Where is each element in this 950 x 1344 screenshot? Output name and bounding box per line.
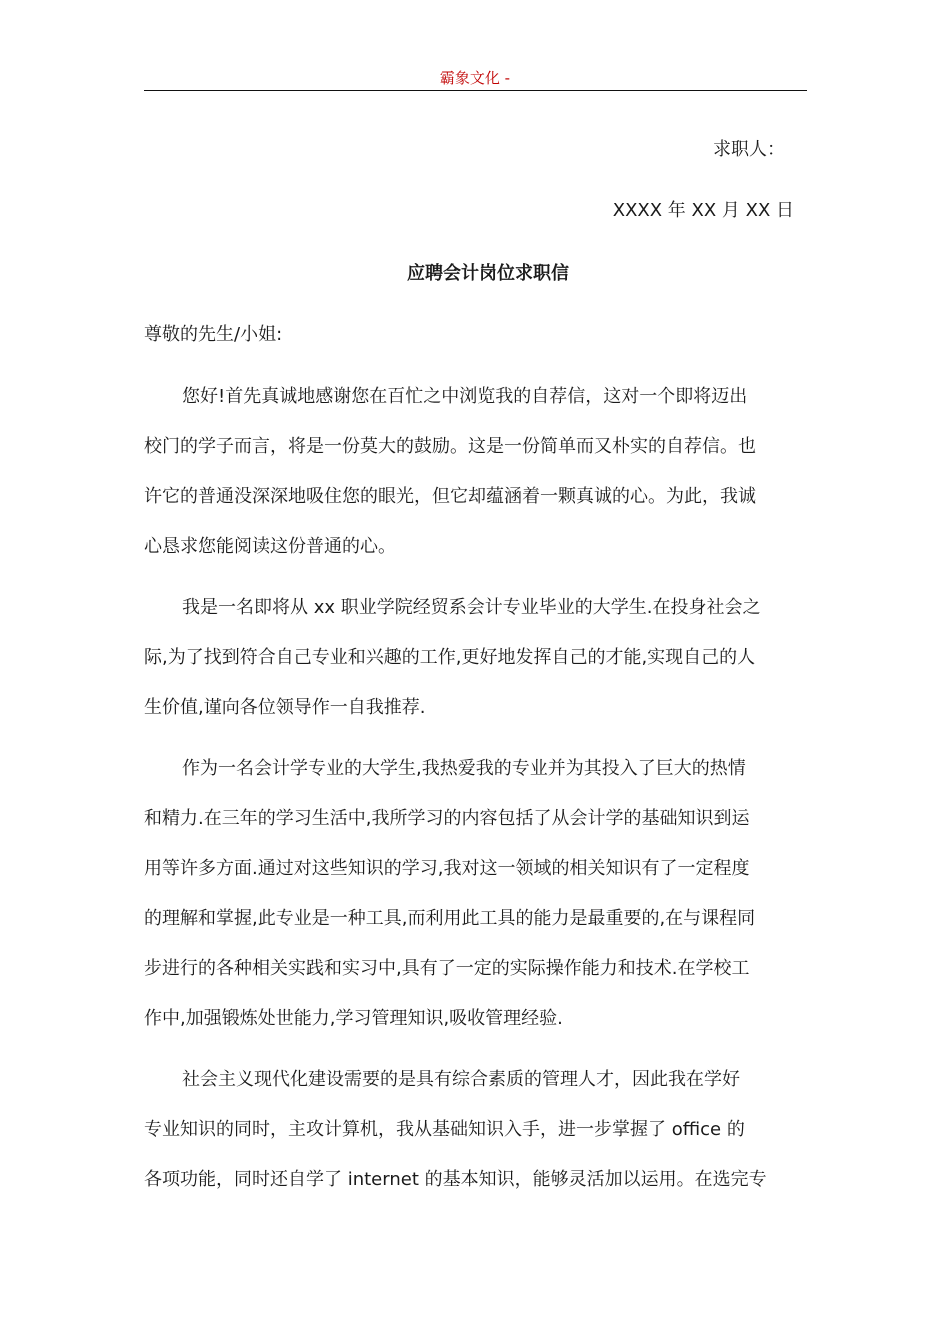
page-header: 霸象文化 - — [439, 69, 511, 87]
paragraph-line: 校门的学子而言，将是一份莫大的鼓励。这是一份简单而又朴实的自荐信。也 — [144, 436, 756, 457]
paragraph-line: 社会主义现代化建设需要的是具有综合素质的管理人才，因此我在学好 — [182, 1069, 740, 1090]
paragraph-line: 许它的普通没深深地吸住您的眼光，但它却蕴涵着一颗真诚的心。为此，我诚 — [144, 486, 756, 507]
paragraph-line: 我是一名即将从 xx 职业学院经贸系会计专业毕业的大学生.在投身社会之 — [182, 597, 761, 618]
paragraph-line: 各项功能，同时还自学了 internet 的基本知识，能够灵活加以运用。在选完专 — [144, 1169, 767, 1190]
paragraph-line: 际,为了找到符合自己专业和兴趣的工作,更好地发挥自己的才能,实现自己的人 — [144, 647, 756, 668]
paragraph-line: 专业知识的同时，主攻计算机，我从基础知识入手，进一步掌握了 office 的 — [144, 1119, 745, 1140]
paragraph-line: 的理解和掌握,此专业是一种工具,而利用此工具的能力是最重要的,在与课程同 — [144, 908, 756, 929]
paragraph-line: 心恳求您能阅读这份普通的心。 — [144, 536, 396, 557]
paragraph-1 — [144, 385, 796, 585]
paragraph-3 — [144, 757, 796, 1057]
paragraph-2 — [144, 596, 796, 746]
paragraph-line: 用等许多方面.通过对这些知识的学习,我对这一领域的相关知识有了一定程度 — [144, 858, 750, 879]
header-divider — [144, 90, 807, 91]
letter-title: 应聘会计岗位求职信 — [407, 263, 569, 284]
applicant-line: 求职人： — [713, 139, 785, 160]
paragraph-line: 您好!首先真诚地感谢您在百忙之中浏览我的自荐信，这对一个即将迈出 — [182, 386, 748, 407]
paragraph-4 — [144, 1068, 796, 1218]
salutation: 尊敬的先生/小姐: — [144, 324, 283, 345]
paragraph-line: 和精力.在三年的学习生活中,我所学习的内容包括了从会计学的基础知识到运 — [144, 808, 750, 829]
date-line: XXXX 年 XX 月 XX 日 — [612, 200, 794, 221]
paragraph-line: 作中,加强锻炼处世能力,学习管理知识,吸收管理经验. — [144, 1008, 563, 1029]
paragraph-line: 步进行的各种相关实践和实习中,具有了一定的实际操作能力和技术.在学校工 — [144, 958, 750, 979]
paragraph-line: 生价值,谨向各位领导作一自我推荐. — [144, 697, 426, 718]
paragraph-line: 作为一名会计学专业的大学生,我热爱我的专业并为其投入了巨大的热情 — [182, 758, 746, 779]
